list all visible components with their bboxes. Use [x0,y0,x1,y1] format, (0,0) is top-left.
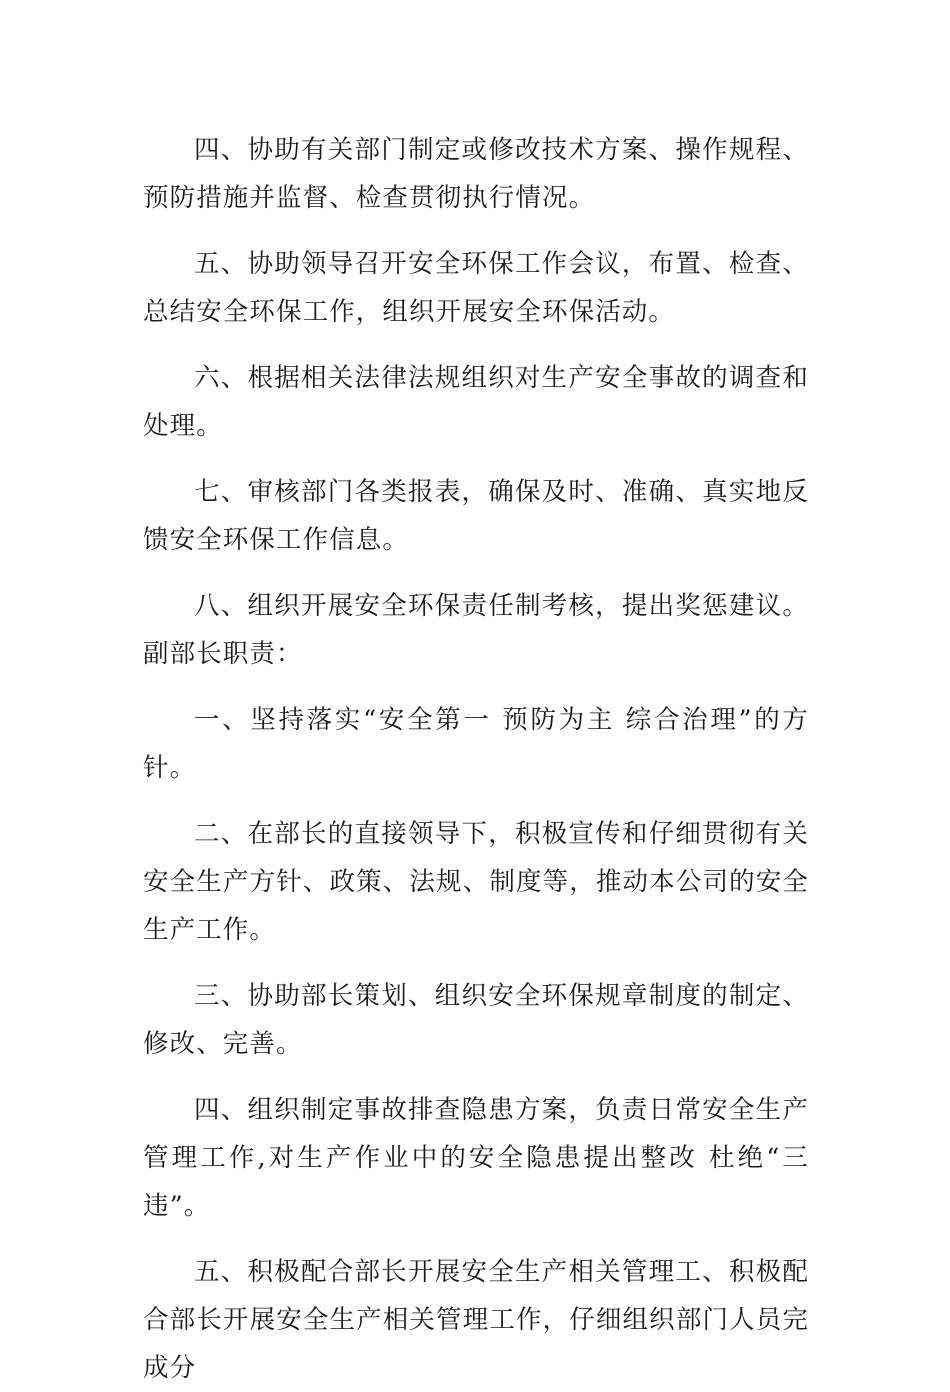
paragraph-deputy-duty-1: 一、坚持落实“安全第一 预防为主 综合治理”的方针。 [143,705,809,783]
paragraph-deputy-duty-2: 二、在部长的直接领导下，积极宣传和仔细贯彻有关安全生产方针、政策、法规、制度等，推动本公司的安全生产工作。 [143,819,809,945]
paragraph-deputy-duty-4: 四、组织制定事故排查隐患方案，负责日常安全生产管理工作,对生产作业中的安全隐患提出整改 杜绝“三违”。 [143,1095,809,1221]
paragraph-duty-6: 六、根据相关法律法规组织对生产安全事故的调查和处理。 [143,363,809,441]
paragraph-deputy-duty-5: 五、积极配合部长开展安全生产相关管理工、积极配合部长开展安全生产相关管理工作，仔细组织部门人员完成分 [143,1257,809,1383]
paragraph-duty-5: 五、协助领导召开安全环保工作会议，布置、检查、总结安全环保工作，组织开展安全环保活动。 [143,249,809,327]
paragraph-duty-8: 八、组织开展安全环保责任制考核，提出奖惩建议。 副部长职责： [143,591,809,669]
paragraph-duty-4: 四、协助有关部门制定或修改技术方案、操作规程、预防措施并监督、检查贯彻执行情况。 [143,135,809,213]
paragraph-duty-7: 七、审核部门各类报表，确保及时、准确、真实地反馈安全环保工作信息。 [143,477,809,555]
paragraph-deputy-duty-3: 三、协助部长策划、组织安全环保规章制度的制定、修改、完善。 [143,981,809,1059]
